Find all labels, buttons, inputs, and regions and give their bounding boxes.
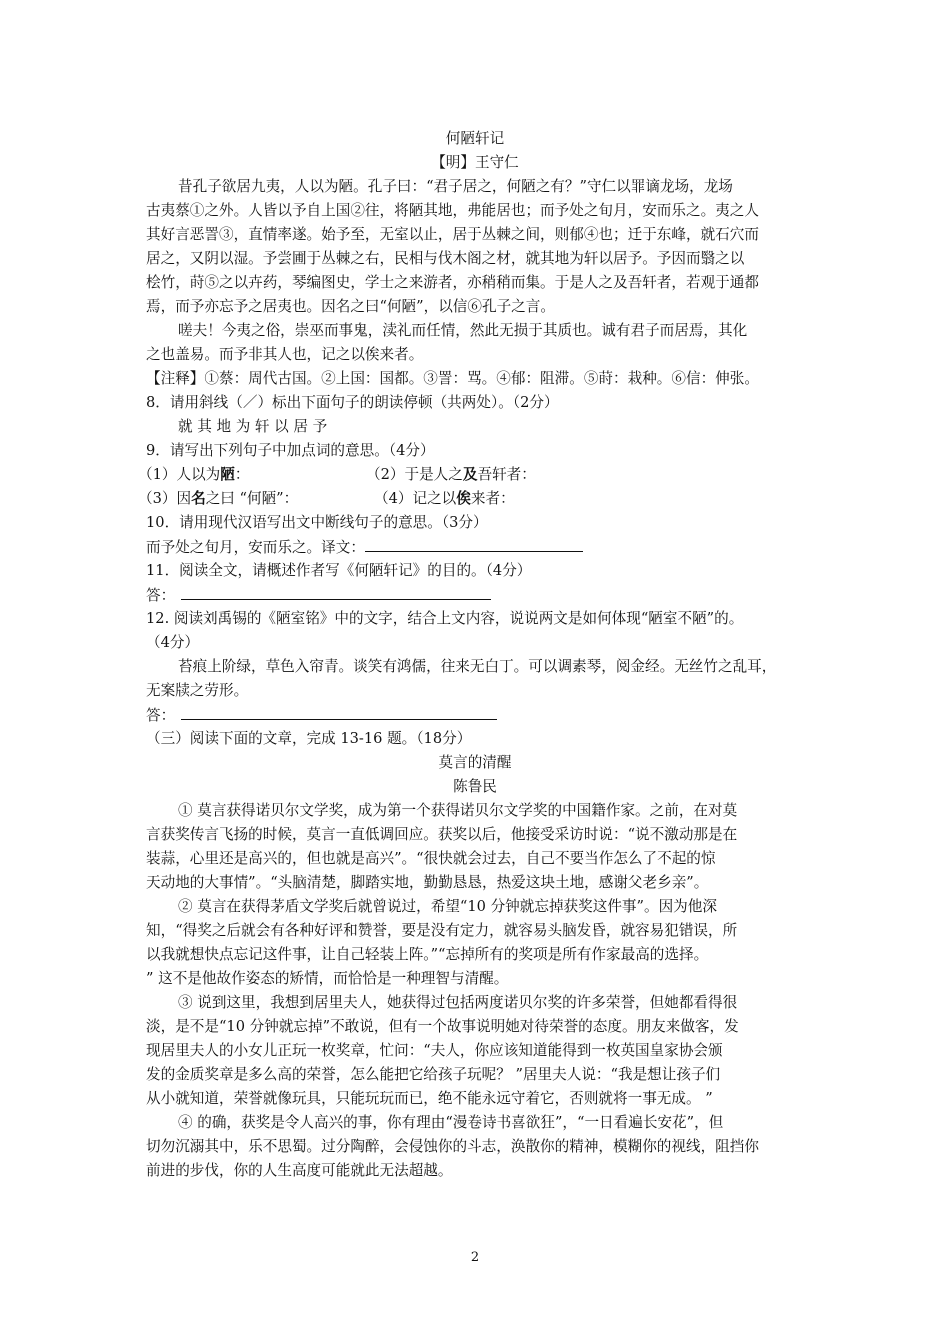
dotted-word: 名 [191,490,206,507]
question-12-quote: 无案牍之劳形。 [146,682,249,699]
article-line: 知，“得奖之后就会有各种好评和赞誉，要是没有定力，就容易头脑发昏，就容易犯错误，所 [146,922,738,939]
article-line: 从小就知道，荣誉就像玩具，只能玩玩而已，绝不能永远守着它，否则就将一事无成。 ” [146,1090,713,1107]
article-line: ① 莫言获得诺贝尔文学奖，成为第一个获得诺贝尔文学奖的中国籍作家。之前，在对莫 [178,802,738,819]
page-number: 2 [470,1250,480,1265]
question-12: 12. 阅读刘禹锡的《陋室铭》中的文字，结合上文内容，说说两文是如何体现“陋室不陋”的。 [146,610,744,627]
article-line: 古夷蔡①之外。人皆以予自上国②往，将陋其地，弗能居也；而予处之旬月，安而乐之。夷之人 [146,202,759,219]
article-title: 莫言的清醒 [438,754,512,771]
article-line: 天动地的大事情”。“头脑清楚，脚踏实地，勤勤恳恳，热爱这块土地，感谢父老乡亲”。 [146,874,709,891]
answer-blank[interactable] [181,583,491,600]
article-line: 言获奖传言飞扬的时候，莫言一直低调回应。获奖以后，他接受采访时说：“说不激动那是在 [146,826,738,843]
article-line: 之也盖易。而予非其人也，记之以俟来者。 [146,346,424,363]
article-line: 前进的步伐，你的人生高度可能就此无法超越。 [146,1162,453,1179]
question-12-score: （4分） [146,634,200,651]
answer-blank[interactable] [365,535,583,552]
article-line: 装蒜，心里还是高兴的，但也就是高兴”。“很快就会过去，自己不要当作怎么了不起的惊 [146,850,716,867]
article-line: 现居里夫人的小女儿正玩一枚奖章，忙问：“夫人，你应该知道能得到一枚英国皇家协会颁 [146,1042,723,1059]
dotted-word: 陋 [220,466,235,483]
article-line: 发的金质奖章是多么高的荣誉，怎么能把它给孩子玩呢？ ”居里夫人说：“我是想让孩子们 [146,1066,721,1083]
notes: 【注释】①蔡：周代古国。②上国：国都。③詈：骂。④郁：阻滞。⑤莳：栽种。⑥信：伸张。 [146,370,759,387]
article-line: 桧竹，莳⑤之以卉药，琴编图史，学士之来游者，亦稍稍而集。于是人之及吾轩者，若观于通都 [146,274,759,291]
answer-blank[interactable] [181,703,497,720]
dotted-word: 俟 [456,490,471,507]
article-line: ” 这不是他故作姿态的矫情，而恰恰是一种理智与清醒。 [146,970,509,987]
article-line: ③ 说到这里，我想到居里夫人，她获得过包括两度诺贝尔奖的许多荣誉，但她都看得很 [178,994,738,1011]
question-10-sentence: 而予处之旬月，安而乐之。译文： [146,535,810,560]
question-12-quote: 苔痕上阶绿，草色入帘青。谈笑有鸿儒，往来无白丁。可以调素琴，阅金经。无丝竹之乱耳， [178,658,777,675]
article-line: 以我就想快点忘记这件事，让自己轻装上阵。”“忘掉所有的奖项是所有作家最高的选择。 [146,946,709,963]
article-line: 其好言恶詈③，直情率遂。始予至，无室以止，居于丛棘之间，则郁④也；迁于东峰，就石穴而 [146,226,759,243]
article-author: 【明】王守仁 [431,154,519,171]
article-line: 切勿沉溺其中，乐不思蜀。过分陶醉，会侵蚀你的斗志，涣散你的精神，模糊你的视线，阻挡你 [146,1138,759,1155]
question-8: 8．请用斜线（／）标出下面句子的朗读停顿（共两处）。（2分） [146,394,559,411]
article-line: 嗟夫！今夷之俗，崇巫而事鬼，渎礼而任情，然此无损于其质也。诚有君子而居焉，其化 [178,322,748,339]
question-9-item-2: （2）于是人之及吾轩者： [366,466,536,483]
dotted-word: 及 [462,466,478,483]
article-line: ② 莫言在获得茅盾文学奖后就曾说过，希望“10 分钟就忘掉获奖这件事”。因为他深 [178,898,717,915]
article-line: 淡，是不是“10 分钟就忘掉”不敢说，但有一个故事说明她对待荣誉的态度。朋友来做客，发 [146,1018,739,1035]
article-line: 焉，而予亦忘予之居夷也。因名之曰“何陋”，以信⑥孔子之言。 [146,298,555,315]
question-12-answer: 答： [146,703,810,728]
question-9-item-4: （4）记之以俟来者： [374,490,515,507]
question-11: 11．阅读全文，请概述作者写《何陋轩记》的目的。（4分） [146,562,532,579]
article-line: ④ 的确，获奖是令人高兴的事，你有理由“漫卷诗书喜欲狂”，“一日看遍长安花”，但 [178,1114,724,1131]
article-author: 陈鲁民 [453,778,497,795]
question-8-sentence: 就 其 地 为 轩 以 居 予 [178,418,328,435]
question-11-answer: 答： [146,583,810,608]
article-line: 昔孔子欲居九夷，人以为陋。孔子曰：“君子居之，何陋之有？”守仁以罪谪龙场，龙场 [178,178,733,195]
question-10: 10．请用现代汉语写出文中断线句子的意思。（3分） [146,514,488,531]
question-9-item-3: （3）因名之曰 “何陋”： [138,490,299,507]
question-9-item-1: （1）人以为陋： [138,466,250,483]
question-9: 9．请写出下列句子中加点词的意思。（4分） [146,442,435,459]
article-line: 居之，又阴以湿。予尝圃于丛棘之右，民相与伐木阁之材，就其地为轩以居予。予因而翳之以 [146,250,745,267]
section-heading: （三）阅读下面的文章，完成 13-16 题。（18分） [146,730,472,747]
article-title: 何陋轩记 [445,130,505,147]
